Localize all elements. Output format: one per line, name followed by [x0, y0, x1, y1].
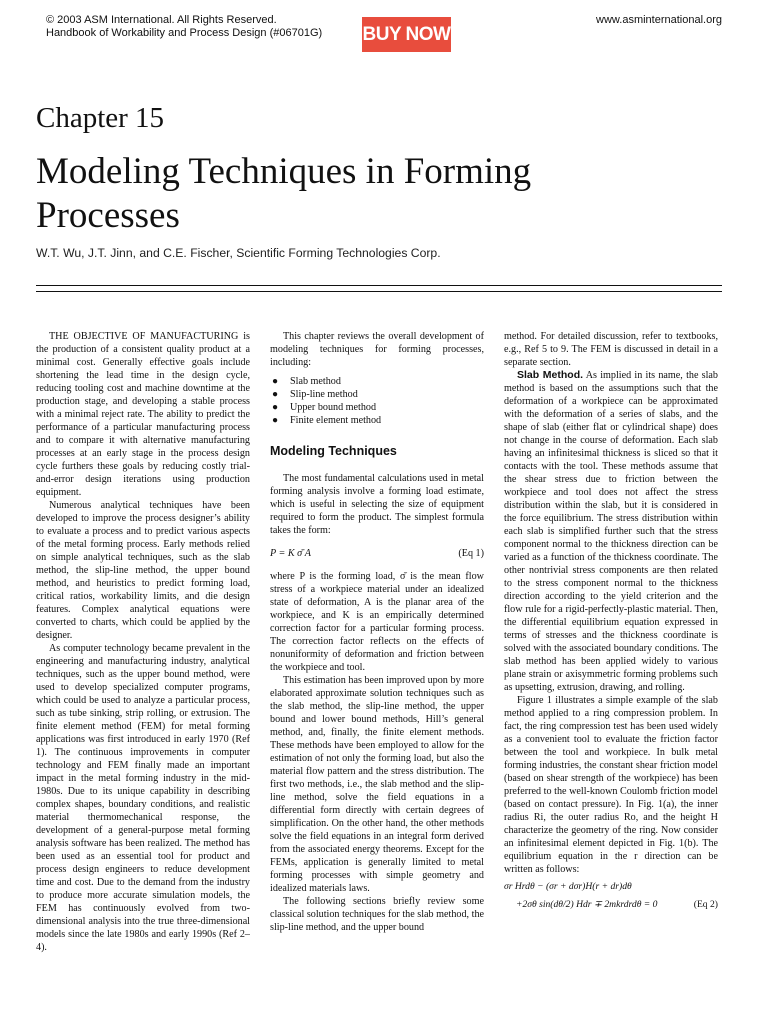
paragraph: As computer technology became prevalent in the engineering and manufacturing industry, analytical techniques, such as the upper bound method, were used to develop specialized computer programs, which could be used to analyze a particular process, such as tube sinking, strip rolling, or extrusion. The finite element method (FEM) for metal forming applications was first introduced in early 1970 (Ref 1). The continuous improvements in computer technology and FEM finally made an important impact in the metal forming industry in the mid-1980s. Due to its unique capability in describing complex shapes, boundary conditions, and realistic material thermomechanical response, the development of a general-purpose metal forming analysis software has been realized. The method has been used as an essential tool for product and process design engineers to reduce development time and cost. Due to the demand from the industry to produce more accurate simulation models, the FEM has continuously evolved from two-dimensional analysis into the true three-dimensional models since the late 1980s and early 1990s (Ref 2–4). [36, 643, 250, 953]
paragraph: Figure 1 illustrates a simple example of the slab method applied to a ring compression problem. In fact, the ring compression test has been used widely as a convenient tool to evaluate the friction factor between the tool and workpiece. In bulk metal forming industries, the constant shear friction model (based on shear strength of the workpiece) has been preferred to the well-known Coulomb friction model (based on contact pressure). In Fig. 1(a), the inner radius Ri, the outer radius Ro, and the height H characterize the geometry of the ring. Now consider an infinitesimal element depicted in Fig. 1(b). The equilibrium equation in the r direction can be written as follows: [504, 695, 718, 875]
buy-now-button[interactable]: BUY NOW [362, 17, 451, 52]
bullet-icon: ● [272, 376, 279, 387]
book-title-text: Handbook of Workability and Process Design (#06701G) [46, 27, 323, 39]
header-left [46, 14, 322, 40]
chapter-title: Modeling Techniques in Forming Processes [36, 151, 532, 236]
paragraph: This estimation has been improved upon by more elaborated approximate solution techniques such as the slab method, the slip-line method, the upper bound and lower bound methods, Hill’s general method, and, finally, the finite element methods. These methods have been employed to allow for the estimation of not only the forming load, but also the material flow pattern and the stress distribution. The first two methods, i.e., the slab method and the slip-line method, solve the field equations in a differential form directly with certain degrees of simplification. On the other hand, the other methods solve the field equations in an integral form derived from the associated energy theorems. Except for the FEMs, application is generally limited to metal forming processes with simple geometry and idealized materials laws. [270, 675, 484, 894]
copyright-text: © 2003 ASM International. All Rights Reserved. [46, 14, 277, 26]
list-item: ● Slip-line method [272, 389, 358, 400]
authors-line: W.T. Wu, J.T. Jinn, and C.E. Fischer, Scientific Forming Technologies Corp. [36, 246, 441, 260]
paragraph: Slab Method. As implied in its name, the slab method is based on the assumptions such that the deformation of a workpiece can be approximated with the deformation of a series of slabs, and the shape of slab (either flat or cylindrical shape) does not change in the course of deformation. Each slab having an infinitesimal thickness is sliced so that it contacts with the tool. These methods assume that the shear stress due to friction between the workpiece and tool does not affect the stress distribution within the slab, but it is considered in the force equilibrium. The stress distribution within each slab is simplified further such that the stress component normal to the thickness direction can be varied as a function of the thickness coordinate. The other nontrivial stress components are then related to the stress component normal to the thickness direction according to the yield criterion and the flow rule for a rigid-perfectly-plastic material. Then, the differential equilibrium equation expressed in terms of stresses and the thickness coordinate is solved with the associated boundary conditions. The slab method has been applied widely to various plane strain or axisymmetric forming problems such as upsetting, extrusion, drawing, and rolling. [504, 369, 718, 693]
text-column-1 [36, 330, 250, 954]
paragraph: The most fundamental calculations used in metal forming analysis involve a forming load estimate, which is useful in selecting the size of equipment required to form the product. The simplest formula takes the form: [270, 473, 484, 536]
paragraph: THE OBJECTIVE OF MANUFACTURING is the production of a consistent quality product at a minimal cost. Generally effective goals include shortening the lead time in the design cycle, reducing tooling cost and machine downtime at the production stage, and developing a stable process with a minimal reject rate. The ability to predict the performance of a particular manufacturing process and to compare it with alternative manufacturing processes at an early stage in the process design cycle furthers these goals by reducing costly trial-and-error design iterations using production equipment. [36, 331, 250, 498]
list-item: ● Upper bound method [272, 402, 377, 413]
divider-bottom [36, 291, 722, 292]
list-item: ● Slab method [272, 376, 341, 387]
bullet-icon: ● [272, 389, 279, 400]
paragraph: where P is the forming load, σ̄ is the mean flow stress of a workpiece material under an idealized state of deformation, A is the planar area of the workpiece, and K is an empirically determined correction factor for a particular forming process. The correction factor reflects on the effects of nonuniformity of deformation and friction between the workpiece and tool. [270, 571, 484, 673]
equation-label: (Eq 1) [458, 548, 484, 559]
paragraph: The following sections briefly review some classical solution techniques for the slab method, the slip-line method, and the upper bound [270, 896, 484, 933]
divider-top [36, 285, 722, 286]
equation-label: (Eq 2) [693, 899, 718, 910]
chapter-label: Chapter 15 [36, 102, 165, 134]
text-column-2 [270, 330, 484, 934]
website-link[interactable]: www.asminternational.org [596, 14, 722, 26]
paragraph: method. For detailed discussion, refer to textbooks, e.g., Ref 5 to 9. The FEM is discussed in detail in a separate section. [504, 331, 718, 368]
list-item: ● Finite element method [272, 415, 382, 426]
equation-1 [270, 547, 484, 560]
equation-2 [504, 880, 718, 912]
paragraph: Numerous analytical techniques have been developed to improve the process designer’s ability to evaluate a process and to predict various aspects of the metal forming process. Early methods relied on simple analytical techniques, such as the slab method, the slip-line method, the upper bound method, and heuristics to predict forming load, critical ratios, workability limits, and die design features. Complex analytical equations were converted to charts, which could be applied by the designer. [36, 500, 250, 641]
equation-line-1: σr Hrdθ − (σr + dσr)H(r + dr)dθ [504, 881, 632, 892]
equation-formula: P = K σ̄ A [270, 548, 311, 559]
equation-line-2: +2σθ sin(dθ/2) Hdr ∓ 2mkrdrdθ = 0 [516, 899, 658, 910]
text-column-3 [504, 330, 718, 912]
methods-list [270, 375, 484, 427]
paragraph: This chapter reviews the overall development of modeling techniques for forming processes, including: [270, 331, 484, 368]
subsection-heading: Slab Method. [517, 369, 584, 381]
bullet-icon: ● [272, 402, 279, 413]
section-heading: Modeling Techniques [270, 444, 397, 458]
bullet-icon: ● [272, 415, 279, 426]
